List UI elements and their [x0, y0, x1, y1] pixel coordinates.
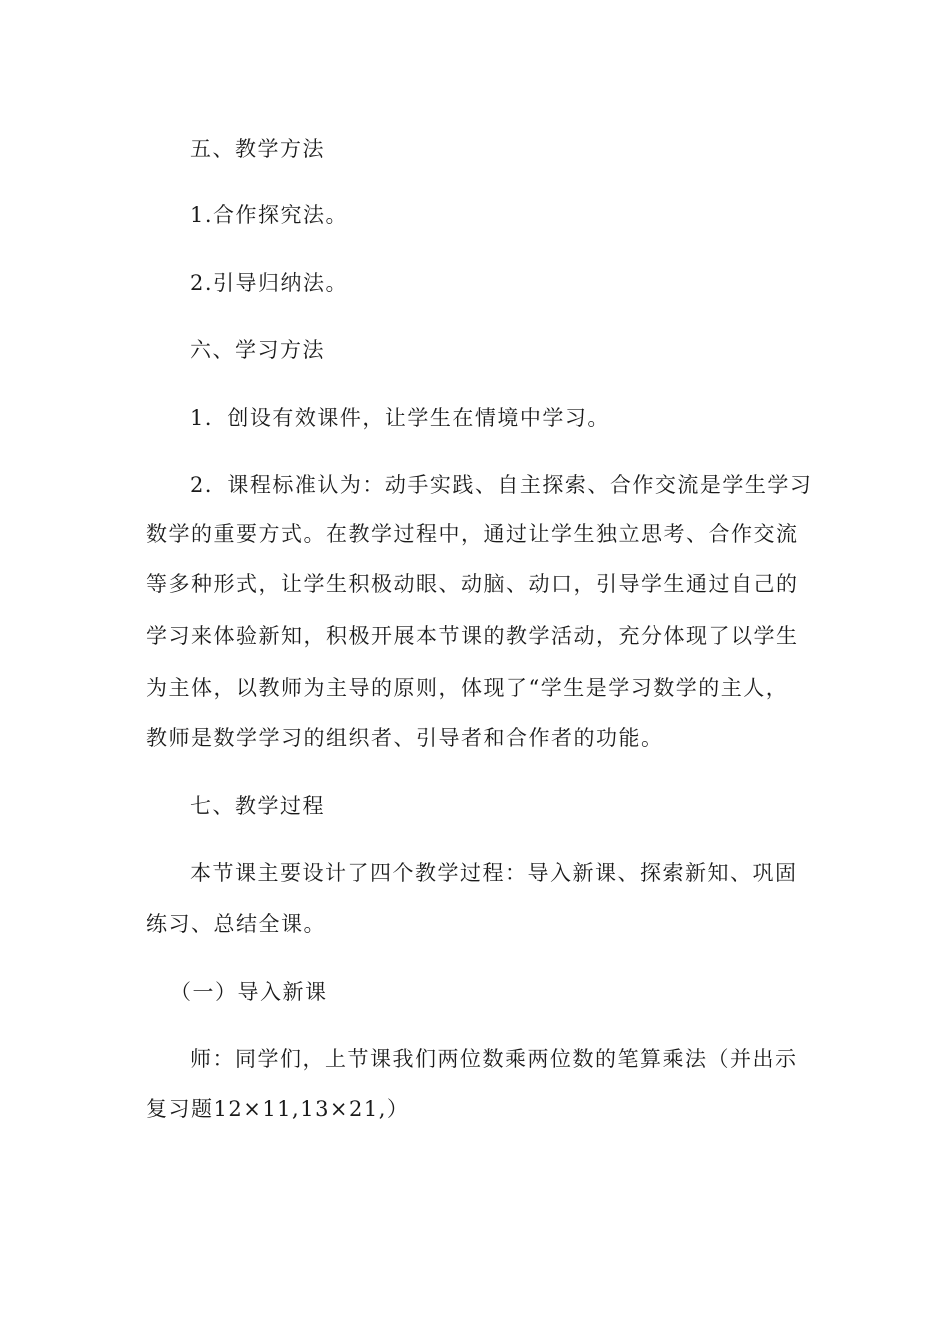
list-item: 2.引导归纳法。 — [190, 271, 349, 295]
paragraph-line: 练习、总结全课。 — [146, 912, 326, 936]
section-heading-teaching-process: 七、教学过程 — [190, 794, 325, 818]
section-heading-teaching-methods: 五、教学方法 — [190, 137, 325, 161]
subsection-heading: （一）导入新课 — [170, 980, 328, 1004]
paragraph-line: 教师是数学学习的组织者、引导者和合作者的功能。 — [146, 726, 664, 750]
paragraph-line: 数学的重要方式。在教学过程中，通过让学生独立思考、合作交流 — [146, 522, 799, 546]
list-item: 1．创设有效课件，让学生在情境中学习。 — [190, 406, 610, 430]
paragraph-line: 复习题12×11,13×21,） — [146, 1097, 410, 1121]
paragraph-line: 师：同学们，上节课我们两位数乘两位数的笔算乘法（并出示 — [190, 1047, 798, 1071]
section-heading-learning-methods: 六、学习方法 — [190, 338, 325, 362]
paragraph-line: 学习来体验新知，积极开展本节课的教学活动，充分体现了以学生 — [146, 624, 799, 648]
paragraph-line: 为主体，以教师为主导的原则，体现了“学生是学习数学的主人， — [146, 676, 789, 700]
paragraph-line: 等多种形式，让学生积极动眼、动脑、动口，引导学生通过自己的 — [146, 572, 799, 596]
paragraph-line: 本节课主要设计了四个教学过程：导入新课、探索新知、巩固 — [190, 861, 798, 885]
paragraph-line: 2．课程标准认为：动手实践、自主探索、合作交流是学生学习 — [190, 473, 813, 497]
list-item: 1.合作探究法。 — [190, 203, 349, 227]
